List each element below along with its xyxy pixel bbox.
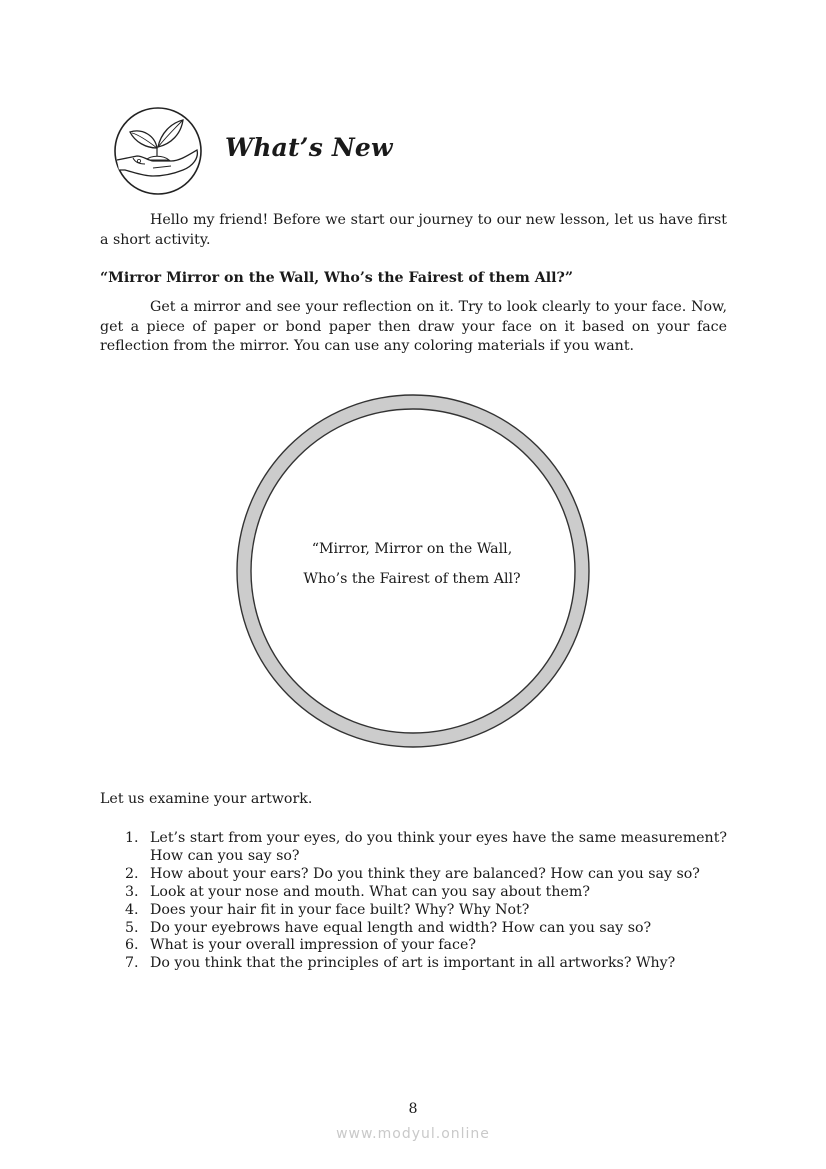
list-item-text: Look at your nose and mouth. What can you say about them? — [150, 883, 590, 900]
list-item-number: 3. — [125, 883, 139, 900]
list-item-number: 2. — [125, 865, 139, 882]
mirror-caption-line-1: “Mirror, Mirror on the Wall, — [311, 541, 513, 557]
list-item — [100, 920, 727, 938]
list-item — [100, 830, 727, 866]
list-item — [100, 955, 727, 973]
list-item — [100, 937, 727, 955]
list-item-number: 1. — [125, 830, 139, 846]
activity-title: “Mirror Mirror on the Wall, Who’s the Fairest of them All?” — [100, 270, 573, 286]
examine-label: Let us examine your artwork. — [100, 791, 313, 807]
list-item-text: Do you think that the principles of art is important in all artworks? Why? — [150, 955, 676, 972]
list-item-number: 6. — [125, 937, 139, 954]
list-item — [100, 902, 727, 920]
intro-paragraph: Hello my friend! Before we start our journey to our new lesson, let us have first a short activity. — [100, 212, 727, 248]
mirror-caption-line-2: Who’s the Fairest of them All? — [303, 571, 521, 587]
page-number: 8 — [408, 1101, 418, 1117]
list-item-text: Does your hair fit in your face built? Why? Why Not? — [150, 901, 530, 918]
list-item — [100, 866, 727, 884]
list-item-text: Let’s start from your eyes, do you think your eyes have the same measurement? How can you say so? — [150, 830, 727, 864]
list-item-text: How about your ears? Do you think they are balanced? How can you say so? — [150, 865, 700, 882]
list-item-text: What is your overall impression of your face? — [150, 937, 476, 954]
list-item-number: 5. — [125, 919, 139, 936]
question-list — [100, 830, 727, 973]
watermark: www.modyul.online — [336, 1126, 490, 1142]
list-item-number: 7. — [125, 955, 139, 972]
activity-instructions: Get a mirror and see your reflection on it. Try to look clearly to your face. Now, get a piece of paper or bond paper then draw your face on it based on your face reflection from the mirror. You can use any coloring materials if you want. — [100, 299, 727, 354]
list-item-number: 4. — [125, 901, 139, 918]
list-item-text: Do your eyebrows have equal length and width? How can you say so? — [150, 919, 652, 936]
list-item — [100, 884, 727, 902]
hand-holding-plant-icon — [113, 106, 203, 196]
section-title: What’s New — [225, 133, 393, 162]
